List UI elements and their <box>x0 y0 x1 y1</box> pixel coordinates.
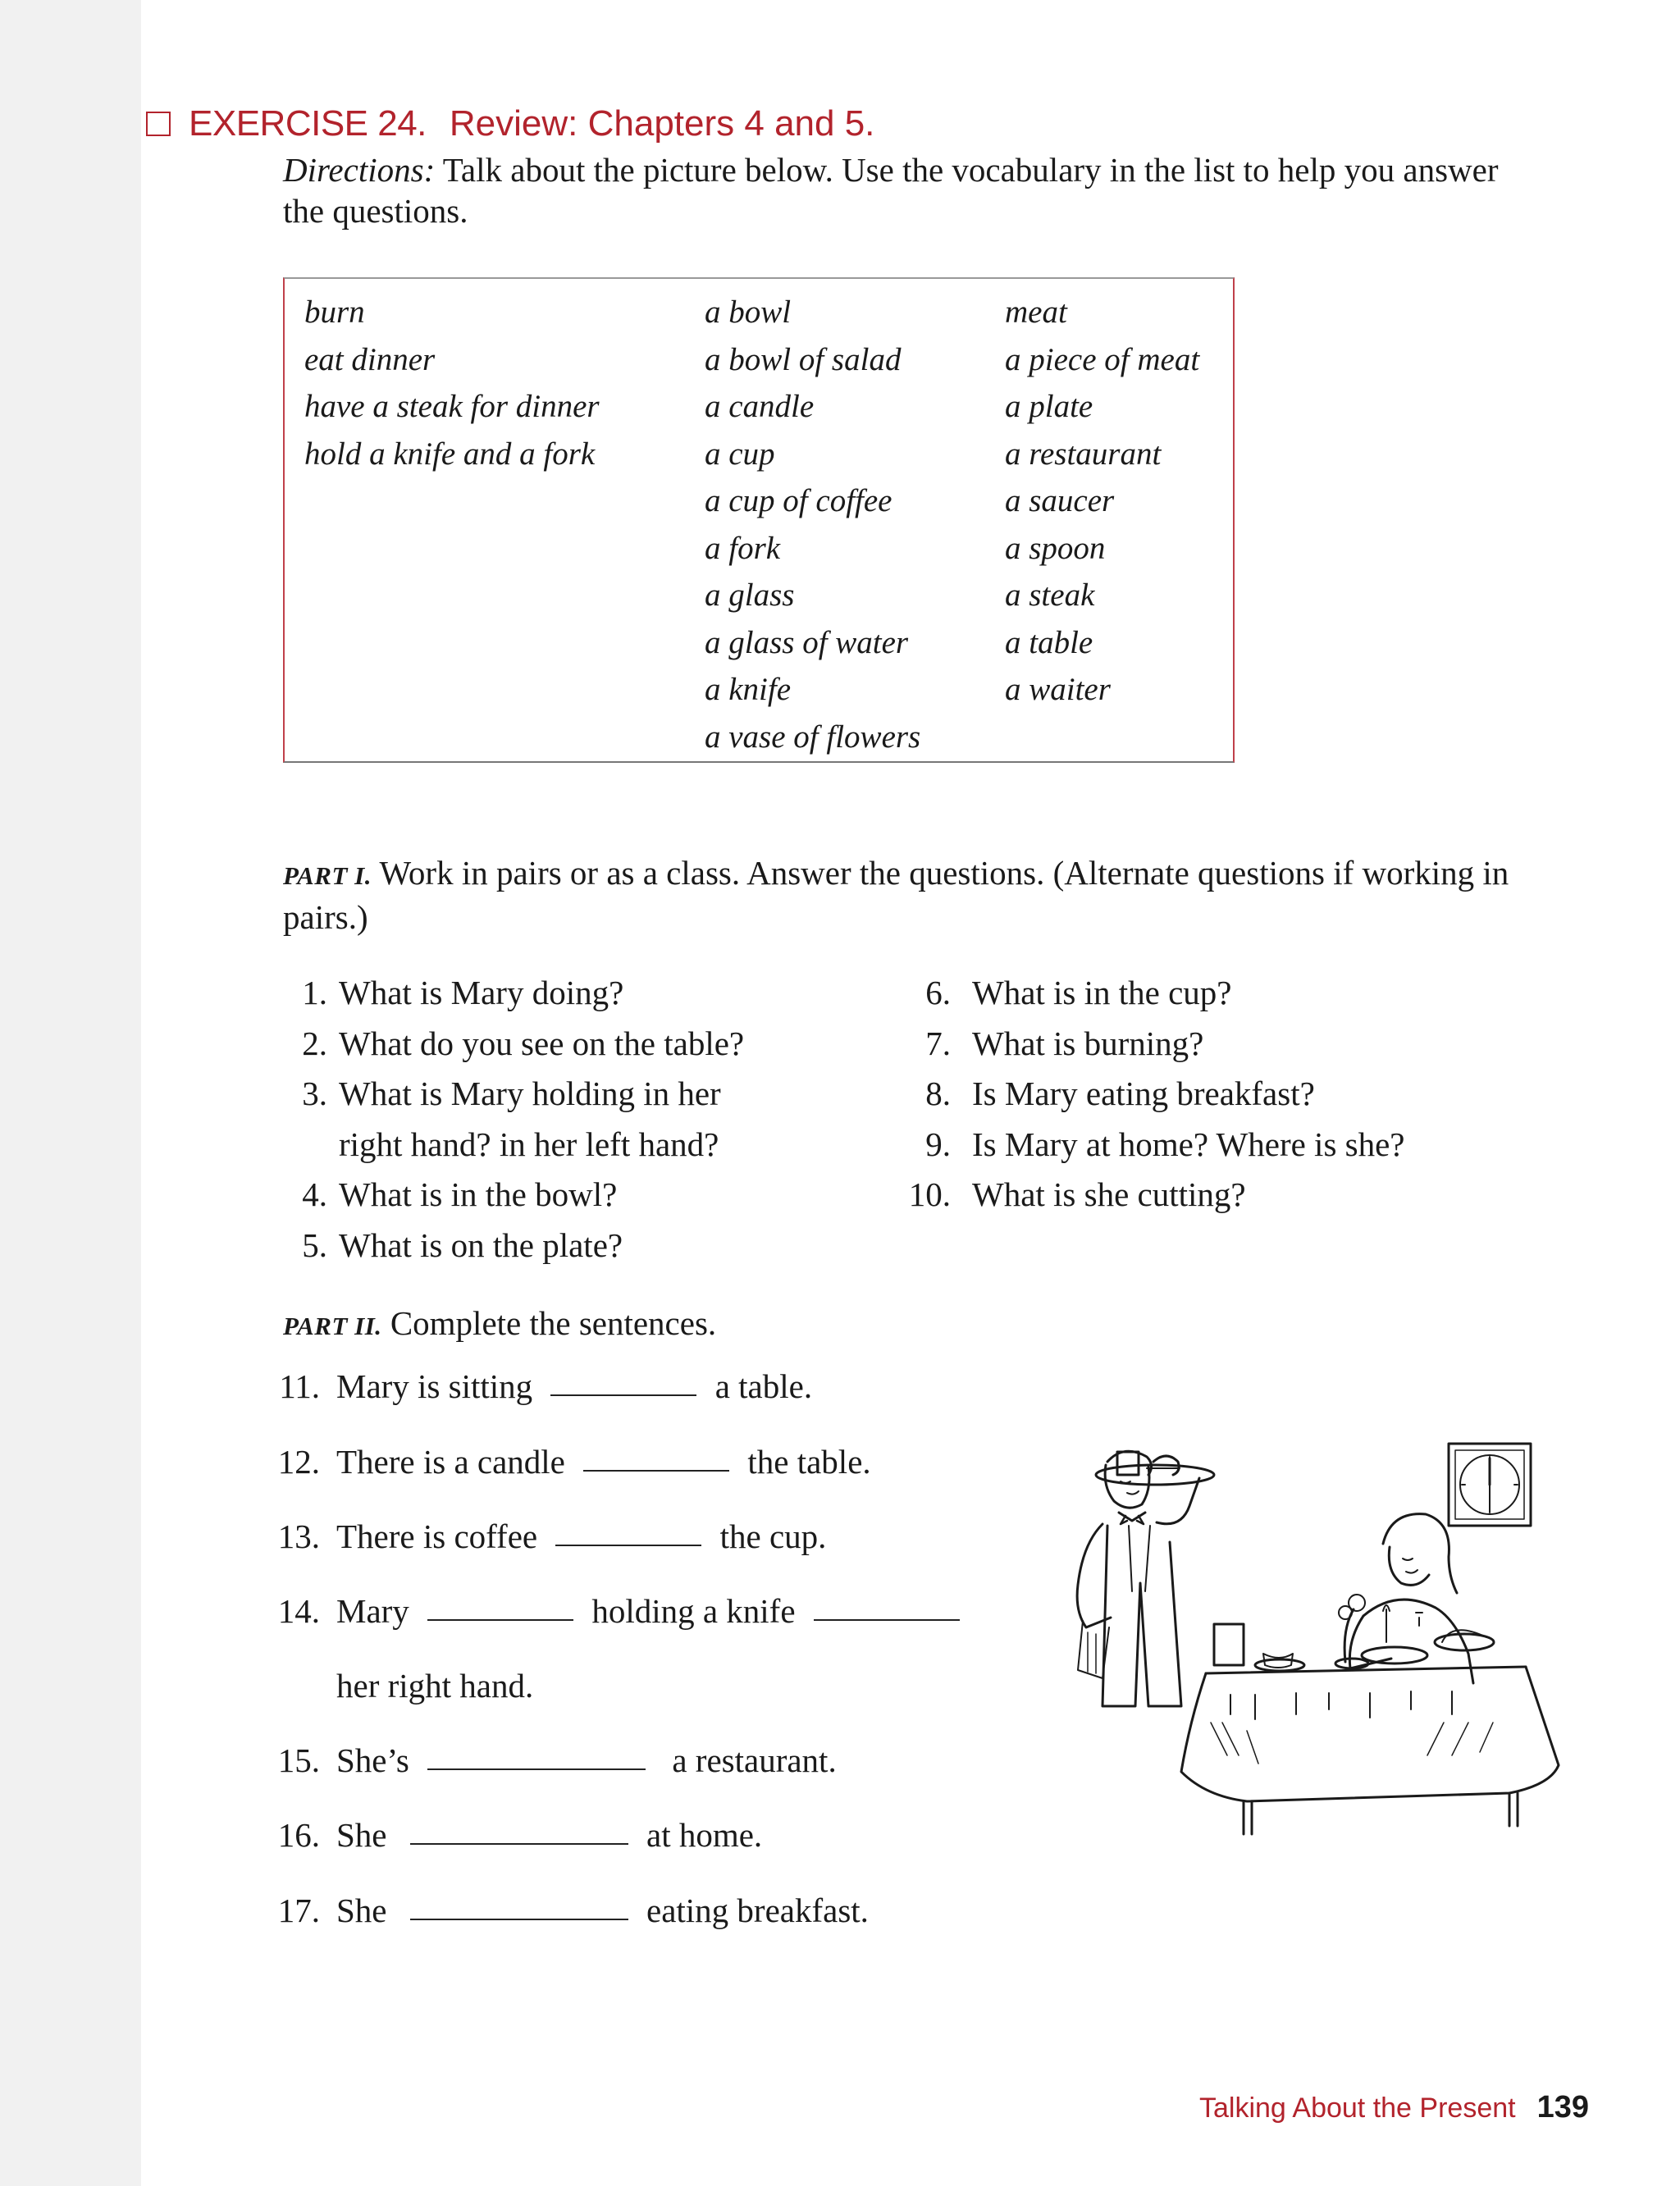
question-text: What is in the bowl? <box>339 1175 618 1213</box>
vocab-item: a candle <box>705 389 815 424</box>
sentence-number: 12. <box>277 1443 320 1481</box>
question-text: What is in the cup? <box>972 974 1232 1011</box>
vocab-item: a knife <box>705 672 792 707</box>
vocab-item: a table <box>1005 624 1093 660</box>
question-number: 8. <box>925 1075 951 1112</box>
sentence-text: She’s <box>336 1741 409 1779</box>
vocab-item: a bowl of salad <box>705 341 902 377</box>
sentence-number: 17. <box>277 1892 320 1929</box>
question-text: Is Mary eating breakfast? <box>972 1075 1315 1112</box>
waiter-figure <box>1077 1451 1199 1706</box>
answer-blank[interactable] <box>410 1917 628 1920</box>
chapter-title: Talking About the Present <box>1199 2092 1516 2124</box>
question-item <box>283 1069 744 1120</box>
part-2-text: Complete the sentences. <box>390 1304 717 1342</box>
vocab-item: a fork <box>705 530 781 566</box>
answer-blank[interactable] <box>550 1393 696 1396</box>
sentence-number: 13. <box>277 1517 320 1555</box>
question-number: 6. <box>925 974 951 1011</box>
vocab-item: burn <box>304 294 365 330</box>
vocab-item: a piece of meat <box>1005 341 1200 377</box>
sentence-text: She <box>336 1892 387 1929</box>
vocabulary-box <box>283 277 1235 763</box>
vocab-item: have a steak for dinner <box>304 389 600 424</box>
questions-right-column <box>874 968 1405 1221</box>
sentence-continuation: her right hand. <box>336 1667 534 1705</box>
sentence-text: at home. <box>646 1816 763 1854</box>
answer-blank[interactable] <box>410 1841 628 1845</box>
question-text: What is Mary doing? <box>339 974 624 1011</box>
vocab-item: a plate <box>1005 389 1093 424</box>
vocab-item: a steak <box>1005 577 1095 613</box>
sentence-item <box>272 1741 837 1780</box>
sentence-text: Mary is sitting <box>336 1367 533 1405</box>
sentence-text: a table. <box>714 1367 813 1405</box>
question-item <box>874 1170 1405 1221</box>
sentence-item <box>272 1517 826 1556</box>
vocabulary-column-3 <box>1005 289 1199 714</box>
vocab-item: a glass <box>705 577 795 613</box>
question-item <box>283 1019 744 1070</box>
question-number: 7. <box>925 1024 951 1062</box>
question-text: What is Mary holding in her <box>339 1075 721 1112</box>
question-item <box>283 1170 744 1221</box>
question-text: What is she cutting? <box>972 1175 1246 1213</box>
question-number: 9. <box>925 1125 951 1163</box>
directions-label: Directions: <box>283 151 436 189</box>
question-text: What is burning? <box>972 1024 1204 1062</box>
question-item <box>874 1019 1405 1070</box>
restaurant-illustration <box>1058 1427 1600 1936</box>
directions-text: Talk about the picture below. Use the vocabulary in the list to help you answer the questions. <box>283 151 1499 230</box>
sentence-text: eating breakfast. <box>646 1892 869 1929</box>
question-item <box>874 1120 1405 1171</box>
question-number: 1. <box>302 974 327 1011</box>
sentence-item <box>272 1367 812 1406</box>
sentence-text: She <box>336 1816 387 1854</box>
part-2-instructions <box>283 1303 716 1347</box>
directions <box>283 149 1546 231</box>
question-number: 3. <box>302 1075 327 1112</box>
sentence-number: 15. <box>277 1741 320 1779</box>
sentence-text: the table. <box>747 1443 871 1481</box>
question-number: 4. <box>302 1175 327 1213</box>
answer-blank[interactable] <box>583 1468 729 1472</box>
question-item <box>283 1120 744 1171</box>
questions-left-column <box>283 968 744 1271</box>
exercise-title: Review: Chapters 4 and 5. <box>449 103 875 144</box>
vocab-item: meat <box>1005 294 1067 330</box>
dining-table <box>1181 1667 1559 1834</box>
vocab-item: eat dinner <box>304 341 436 377</box>
vocabulary-column-1 <box>304 289 600 477</box>
sentence-text: There is a candle <box>336 1443 565 1481</box>
sentence-text: holding a knife <box>591 1592 796 1630</box>
answer-blank[interactable] <box>427 1618 573 1621</box>
sentence-text: There is coffee <box>336 1517 538 1555</box>
part-1-instructions <box>283 852 1546 938</box>
question-text: What is on the plate? <box>339 1225 623 1264</box>
question-text: What do you see on the table? <box>339 1024 745 1062</box>
vocab-item: a bowl <box>705 294 792 330</box>
wall-clock-icon <box>1449 1444 1531 1526</box>
vocab-item: a cup of coffee <box>705 483 892 518</box>
sentence-text: Mary <box>336 1592 409 1630</box>
answer-blank[interactable] <box>814 1618 960 1621</box>
sentence-number: 16. <box>277 1816 320 1854</box>
sentence-item <box>272 1815 762 1855</box>
exercise-label: EXERCISE 24. <box>189 103 427 144</box>
sentence-item <box>272 1591 960 1631</box>
sentence-number: 14. <box>277 1592 320 1630</box>
page-margin-shade <box>0 0 141 2186</box>
question-item <box>874 968 1405 1019</box>
question-text: Is Mary at home? Where is she? <box>972 1125 1405 1163</box>
answer-blank[interactable] <box>427 1767 646 1770</box>
sentence-item <box>272 1442 871 1481</box>
sentence-number: 11. <box>279 1367 320 1405</box>
exercise-heading <box>146 103 874 144</box>
question-number: 5. <box>302 1225 327 1264</box>
vocab-item: hold a knife and a fork <box>304 436 596 472</box>
vocab-item: a vase of flowers <box>705 719 921 755</box>
vocab-item: a waiter <box>1005 672 1111 707</box>
question-number: 10. <box>908 1175 951 1213</box>
question-number: 2. <box>302 1024 327 1062</box>
question-text: right hand? in her left hand? <box>339 1125 719 1163</box>
sentence-item <box>272 1891 869 1930</box>
sentence-text: the cup. <box>719 1517 827 1555</box>
woman-figure <box>1349 1514 1473 1683</box>
question-item <box>283 1221 744 1271</box>
sentence-text: a restaurant. <box>672 1741 837 1779</box>
vocab-item: a cup <box>705 436 775 472</box>
question-item <box>874 1069 1405 1120</box>
vocab-item: a restaurant <box>1005 436 1162 472</box>
checkbox-square-icon <box>146 112 171 136</box>
part-1-label: PART I. <box>283 861 372 890</box>
part-1-text: Work in pairs or as a class. Answer the questions. (Alternate questions if working in pairs.) <box>283 854 1509 936</box>
answer-blank[interactable] <box>555 1543 701 1546</box>
vocab-item: a spoon <box>1005 530 1106 566</box>
page-number: 139 <box>1536 2090 1589 2124</box>
page-footer <box>1199 2090 1589 2125</box>
vocabulary-column-2 <box>705 289 920 760</box>
vocab-item: a saucer <box>1005 483 1115 518</box>
part-2-label: PART II. <box>283 1312 382 1340</box>
vocab-item: a glass of water <box>705 624 909 660</box>
question-item <box>283 968 744 1019</box>
